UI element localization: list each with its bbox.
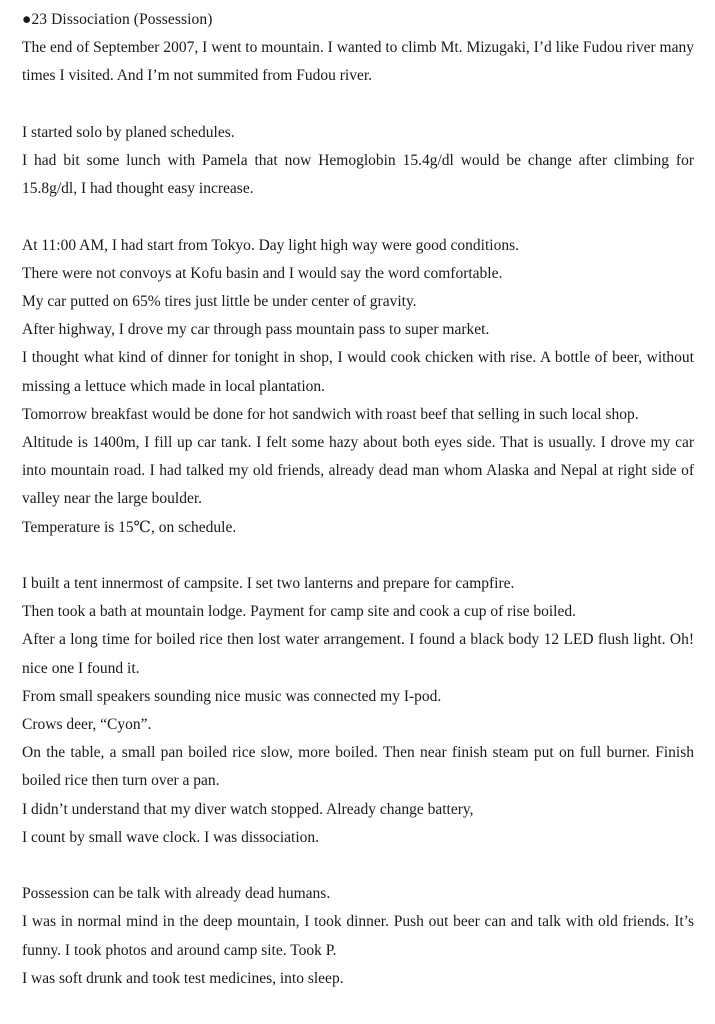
text-line: I thought what kind of dinner for tonight in shop, I would cook chicken with rise. A bottle of beer, without missing a lettuce which made in local plantation. [22, 349, 694, 395]
text-line: I started solo by planed schedules. [22, 123, 235, 141]
text-line: From small speakers sounding nice music was connected my I-pod. [22, 687, 442, 705]
text-line: There were not convoys at Kofu basin and I would say the word comfortable. [22, 264, 503, 282]
paragraph-3 [22, 232, 694, 542]
text-line: I had bit some lunch with Pamela that now Hemoglobin 15.4g/dl would be change after climbing for 15.8g/dl, I had thought easy increase. [22, 152, 694, 198]
text-line: Altitude is 1400m, I fill up car tank. I felt some hazy about both eyes side. That is usually. I drove my car into mountain road. I had talked my old friends, already dead man whom Alaska and Nepal at right side of valley near the large boulder. [22, 434, 694, 508]
text-line: Crows deer, “Cyon”. [22, 716, 152, 734]
text-line: The end of September 2007, I went to mountain. I wanted to climb Mt. Mizugaki, I’d like Fudou river many times I visited. And I’m not summited from Fudou river. [22, 39, 694, 85]
text-line: After highway, I drove my car through pass mountain pass to super market. [22, 321, 490, 339]
paragraph-1 [22, 34, 694, 90]
paragraph-5 [22, 880, 694, 993]
text-line: I was in normal mind in the deep mountain, I took dinner. Push out beer can and talk with old friends. It’s funny. I took photos and around camp site. Took P. [22, 913, 694, 959]
text-line: Possession can be talk with already dead humans. [22, 885, 331, 903]
text-line: After a long time for boiled rice then lost water arrangement. I found a black body 12 LED flush light. Oh! nice one I found it. [22, 631, 694, 677]
text-line: I count by small wave clock. I was dissociation. [22, 828, 320, 846]
text-line: On the table, a small pan boiled rice slow, more boiled. Then near finish steam put on full burner. Finish boiled rice then turn over a pan. [22, 744, 694, 790]
text-line: Temperature is 15℃, on schedule. [22, 518, 237, 536]
text-line: At 11:00 AM, I had start from Tokyo. Day light high way were good conditions. [22, 236, 520, 254]
text-line: Then took a bath at mountain lodge. Payment for camp site and cook a cup of rise boiled. [22, 603, 576, 621]
document-page [22, 6, 694, 993]
text-line: I was soft drunk and took test medicines, into sleep. [22, 969, 344, 987]
text-line: My car putted on 65% tires just little be under center of gravity. [22, 293, 417, 310]
paragraph-2 [22, 119, 694, 204]
text-line: Tomorrow breakfast would be done for hot sandwich with roast beef that selling in such local shop. [22, 405, 639, 423]
chapter-title: ●23 Dissociation (Possession) [22, 11, 213, 28]
paragraph-4 [22, 570, 694, 852]
text-line: I built a tent innermost of campsite. I set two lanterns and prepare for campfire. [22, 575, 515, 593]
text-line: I didn’t understand that my diver watch stopped. Already change battery, [22, 800, 474, 818]
